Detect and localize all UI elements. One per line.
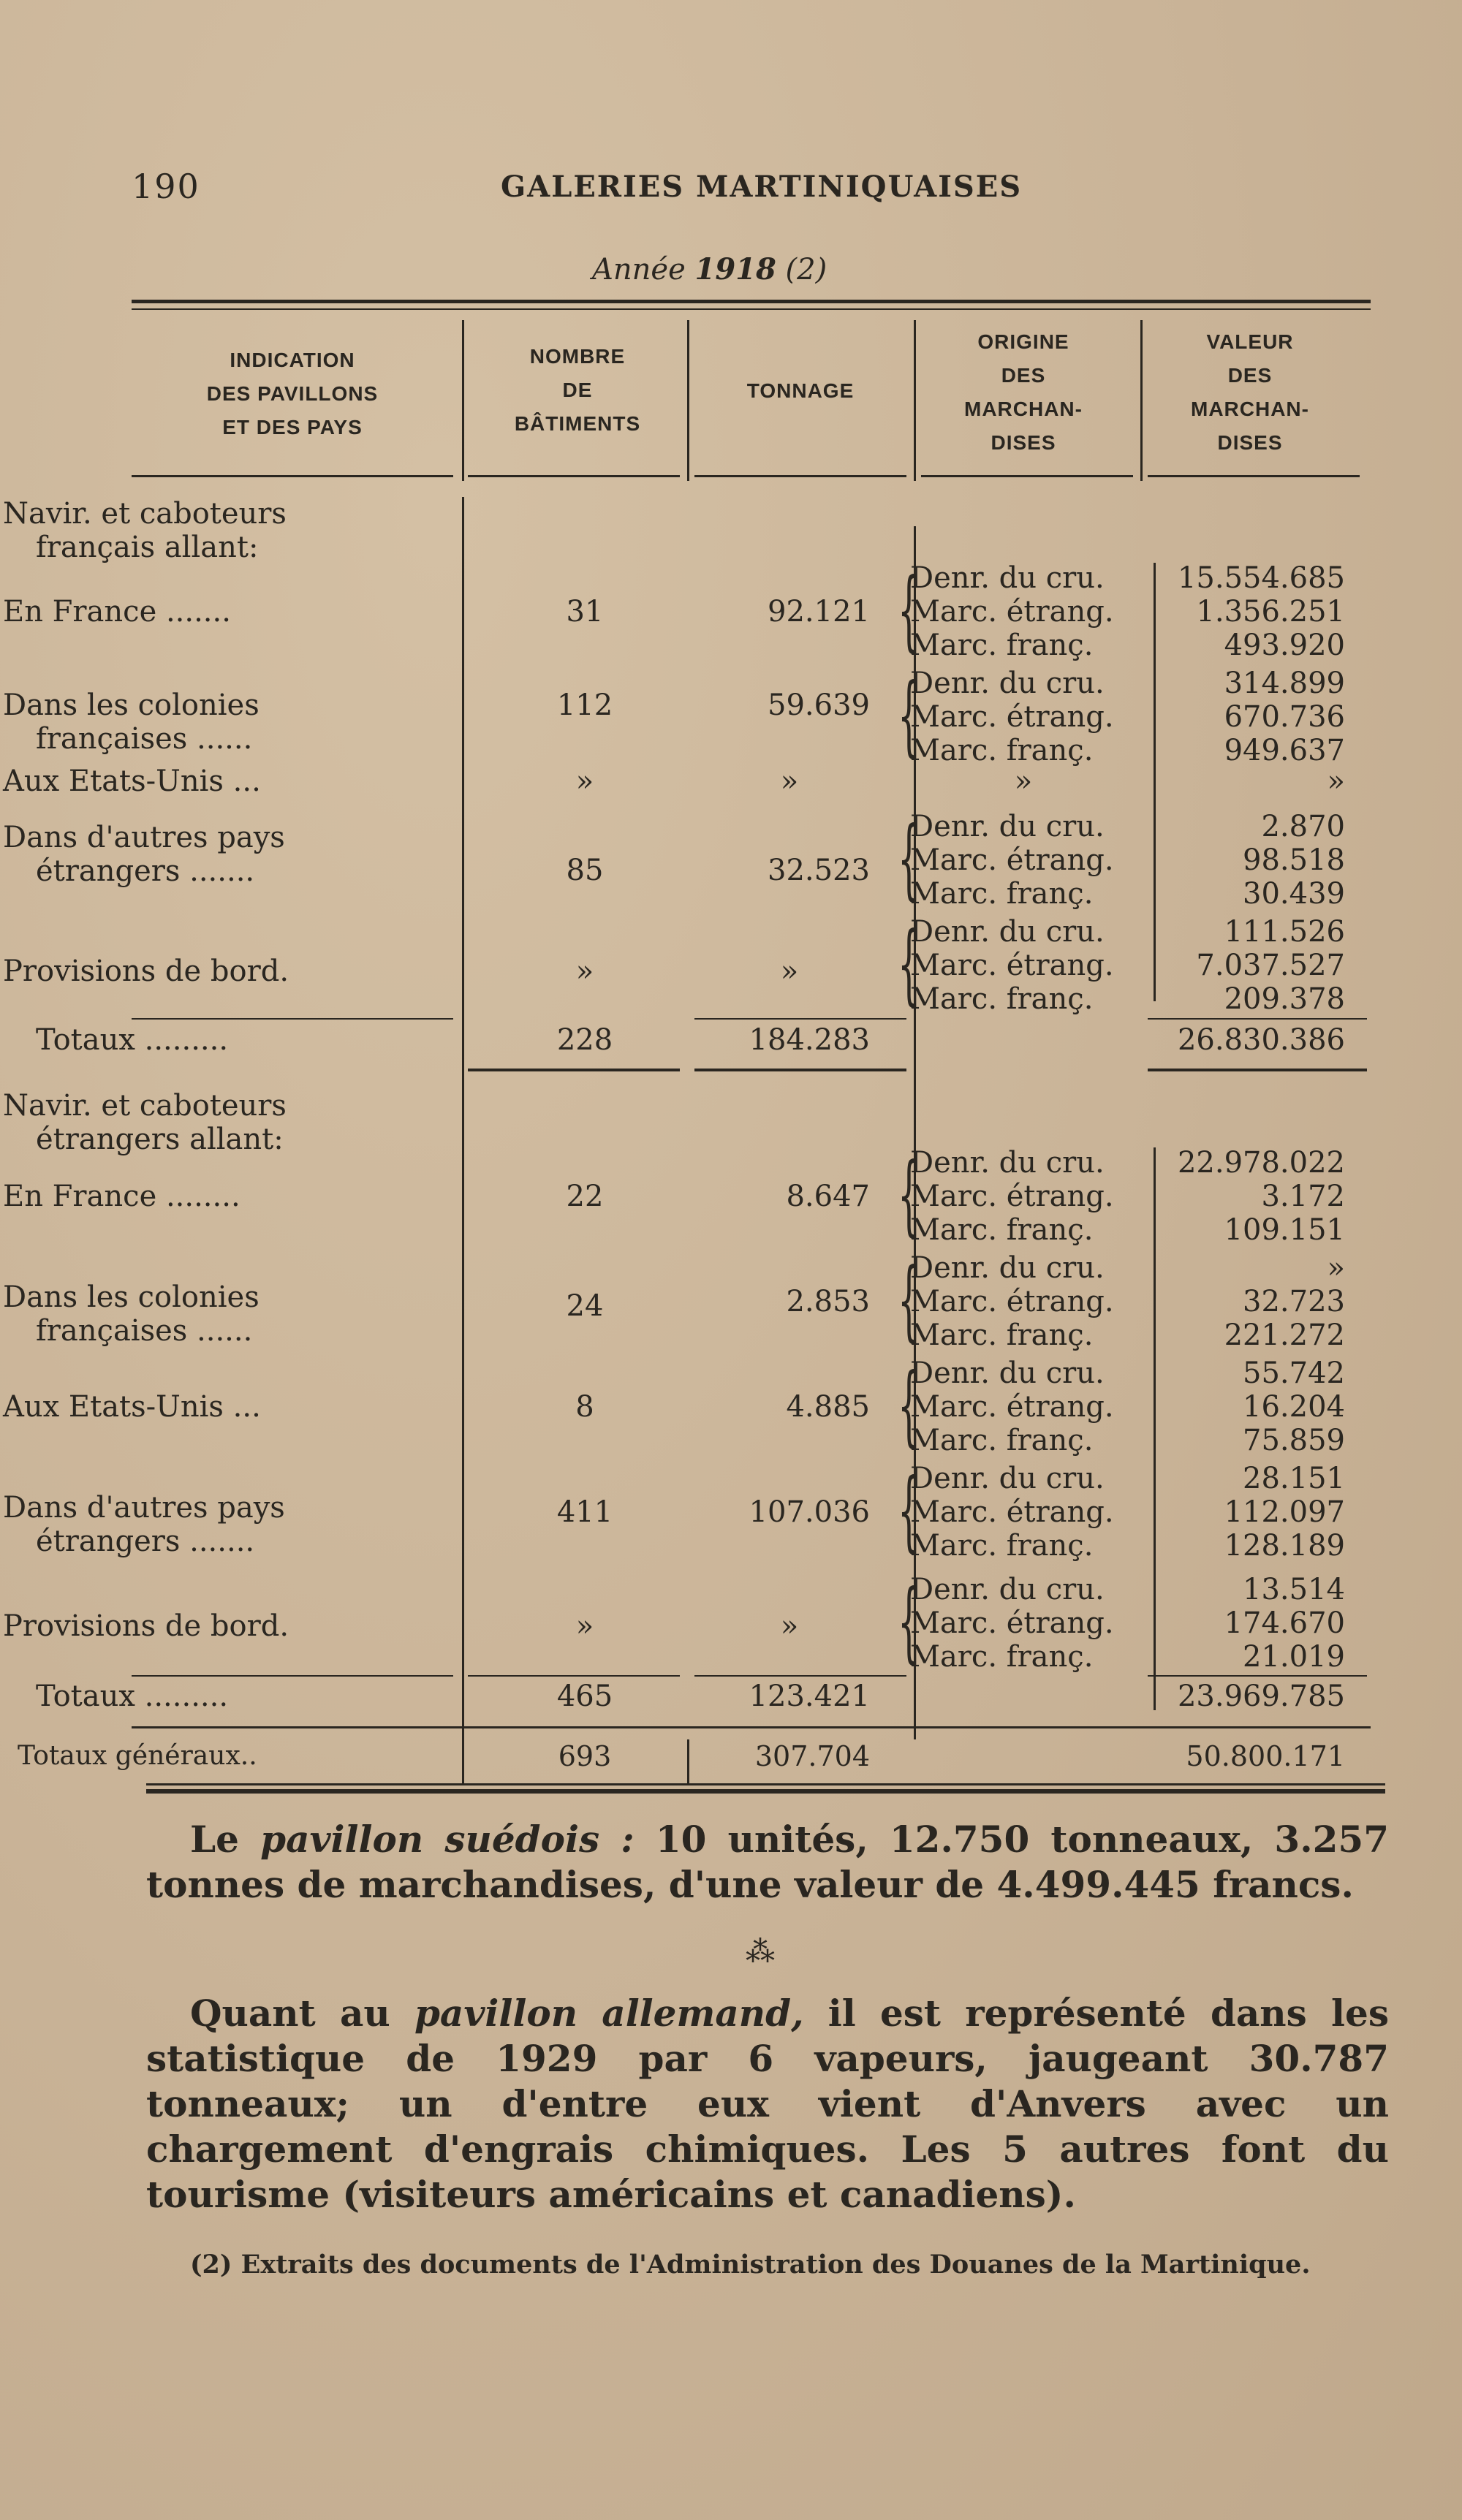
table-caption [592, 252, 914, 286]
caption-year: 1918 [694, 252, 776, 286]
page-number: 190 [132, 167, 200, 206]
subtotal-rule [1148, 1675, 1367, 1677]
subtotal-rule [1148, 1018, 1367, 1020]
header-origin: ORIGINE DES MARCHAN- DISES [964, 330, 1083, 454]
table-top-rule-thin [132, 308, 1371, 310]
subtotal-rule [694, 1675, 906, 1677]
col-divider [1140, 320, 1143, 481]
footnote: (2) Extraits des documents de l'Administration des Douanes de la Martinique. [190, 2250, 1311, 2280]
table-bottom-rule-thick [146, 1789, 1385, 1794]
col-divider [687, 320, 689, 481]
subtotal-rule [132, 1675, 453, 1677]
col-divider [914, 320, 916, 481]
table-bottom-rule [146, 1783, 1385, 1785]
col-divider [462, 497, 464, 1783]
header-underline [132, 475, 453, 477]
subtotal-rule [694, 1018, 906, 1020]
caption-prefix: Année [592, 253, 686, 286]
total-rule [694, 1069, 906, 1071]
section-separator: ⁂ [746, 1935, 775, 1969]
paragraph-swedish-flag: Le pavillon suédois : 10 unités, 12.750 tonneaux, 3.257 tonnes de marchandises, d'une valeur de 4.499.445 francs. [146, 1818, 1390, 1906]
header-underline [1148, 475, 1360, 477]
subtotal-rule [132, 1018, 453, 1020]
running-header [132, 167, 1396, 210]
header-ships: NOMBRE DE BÂTIMENTS [514, 345, 641, 435]
header-underline [468, 475, 680, 477]
header-value: VALEUR DES MARCHAN- DISES [1191, 330, 1309, 454]
caption-note-ref: (2) [785, 253, 827, 286]
subtotal-rule [468, 1675, 680, 1677]
book-page: 190 GALERIES MARTINIQUAISES Année 1918 (2) INDICATION DES PAVILLONS ET DES PAYS NOMBRE DE BÂTIMENTS TONNAGE ORIGINE DES MARCHAN- DISES VALEUR DES MARCHAN- DISES Navir. et caboteurs français allant: En France ....... 31 92.121 { Denr. du cru. Marc. étrang. Marc. franç. 15.554.685 1.356.251 493.920 Dans les colonies françaises ...... 112 59.639 { Denr. du cru. Marc. étrang. Marc. franç. 314.899 670.736 949.637 Aux Etats-Unis ... » » » » Dans d'autres pays étrangers ....... 85 32.523 { Denr. du cru. Marc. étrang. Marc. franç. 2.870 98.518 30.439 Provisions de bord. » » { Denr. du cru. Marc. étrang. Marc. franç. 111.526 7.037.527 209.378 Totaux ......... 228 184.283 26.830.386 Navir. et caboteurs étrangers allant: En France ........ 22 8.647 { Denr. du cru. Marc. étrang. Marc. franç. 22.978.022 3.172 109.151 Dans les colonies françaises ...... 24 2.853 { Denr. du cru. Marc. étrang. Marc. franç. » 32.723 221.272 Aux Etats-Unis ... 8 4.885 { Denr. du cru. Marc. étrang. Marc. franç. 55.742 16.204 75.859 Dans d'autres pays étrangers ....... 411 107.036 { Denr. du cru. Marc. étrang. Marc. franç. 28.151 112.097 128.189 Provisions de bord. » » { Denr. du cru. Marc. étrang. Marc. franç. 13.514 174.670 21.019 Totaux ......... 465 123.421 23.969.785 Totaux généraux.. 693 307.704 50.800.171 Le pavillon suédois : 10 unités, 12.750 tonneaux, 3.257 tonnes de marchandises, d'une valeur de 4.499.445 francs. ⁂ Quant au pavillon allemand, il est représenté dans les statistique de 1929 par 6 vapeurs, jaugeant 30.787 tonneaux; un d'entre eux vient d'Anvers avec un chargement d'engrais chimiques. Les 5 autres font du tourisme (visiteurs américains et canadiens). (2) Extraits des documents de l'Administration des Douanes de la Martinique. [0, 0, 1462, 2520]
header-underline [694, 475, 906, 477]
total-rule [468, 1069, 680, 1071]
header-country: INDICATION DES PAVILLONS ET DES PAYS [206, 349, 379, 439]
paragraph-german-flag: Quant au pavillon allemand, il est représenté dans les statistique de 1929 par 6 vapeurs, jaugeant 30.787 tonneaux; un d'entre eux vient d'Anvers avec un chargement d'engrais chimiques. Les 5 autres font du tourisme (visiteurs américains et canadiens). [146, 1992, 1389, 2216]
header-underline [921, 475, 1133, 477]
header-tonnage: TONNAGE [746, 379, 855, 402]
total-rule [1148, 1069, 1367, 1071]
total-rule [132, 1726, 1371, 1728]
table-top-rule [132, 300, 1371, 303]
col-divider [462, 320, 464, 481]
running-title: GALERIES MARTINIQUAISES [501, 170, 1023, 204]
